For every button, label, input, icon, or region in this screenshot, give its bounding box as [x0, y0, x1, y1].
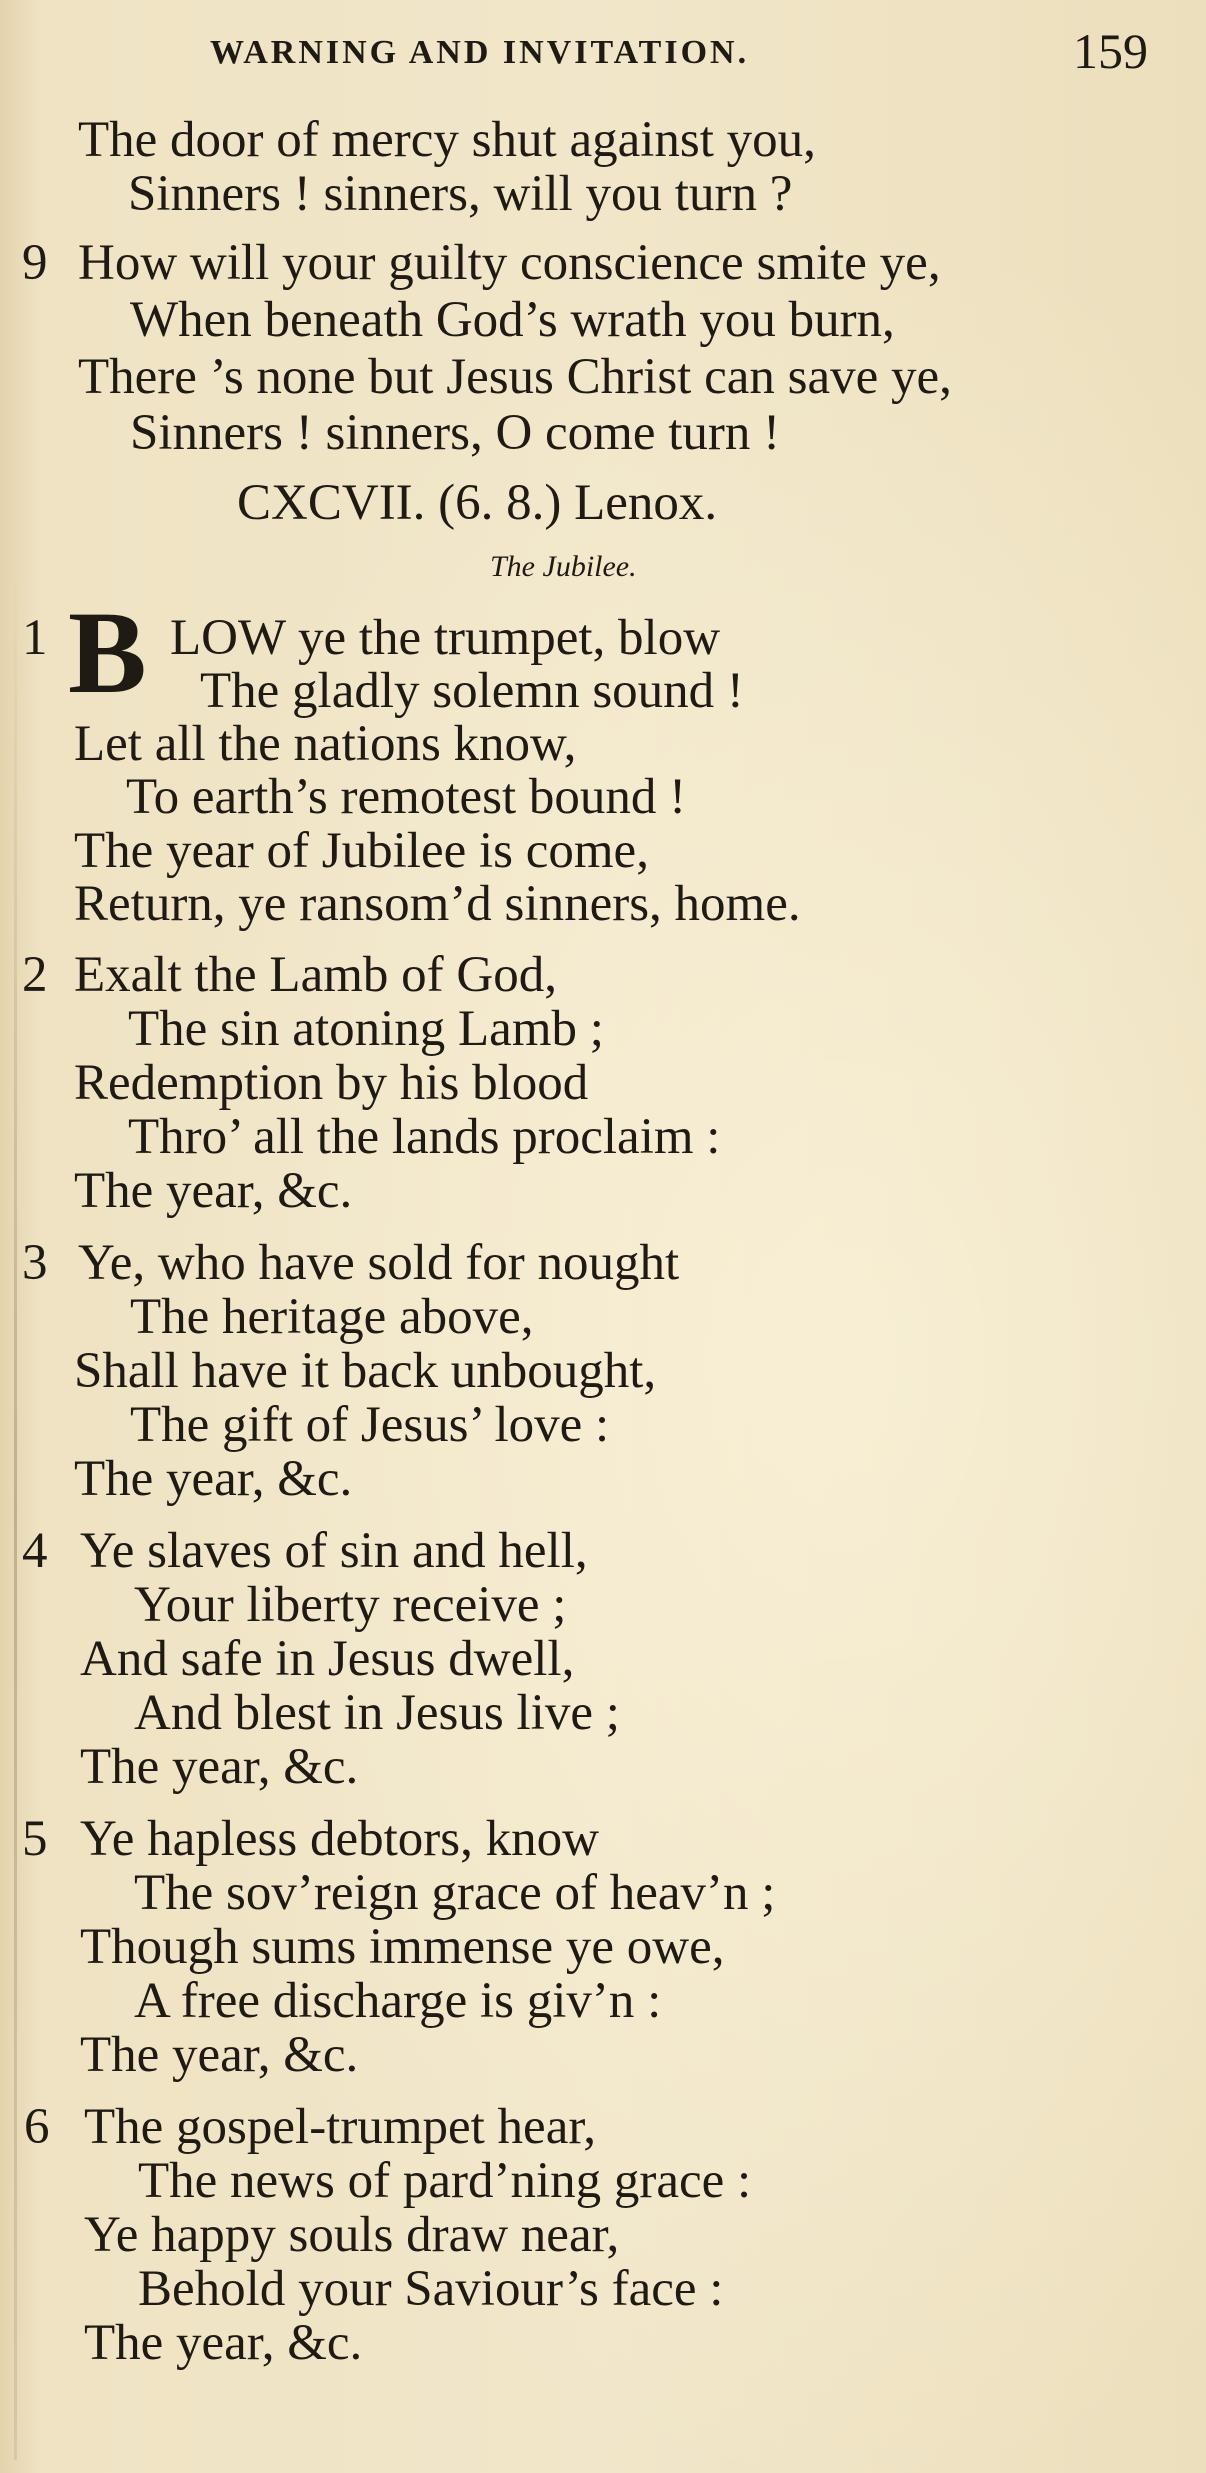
continuation-line: Sinners ! sinners, will you turn ? [128, 166, 793, 222]
verse-line: LOW ye the trumpet, blow [170, 610, 721, 666]
verse-line: Behold your Saviour’s face : [138, 2261, 724, 2317]
verse-line: The year, &c. [80, 2027, 359, 2083]
verse-line: The year, &c. [74, 1163, 353, 1219]
verse-line: The gospel-trumpet hear, [84, 2099, 597, 2155]
verse-line: Shall have it back unbought, [74, 1343, 657, 1399]
binding-gutter [14, 560, 17, 2460]
stanza-number: 2 [22, 947, 48, 1003]
verse-line: The sin atoning Lamb ; [128, 1001, 604, 1057]
verse-line: And safe in Jesus dwell, [80, 1631, 575, 1687]
verse-line: The year, &c. [74, 1451, 353, 1507]
verse-line: Sinners ! sinners, O come turn ! [130, 405, 781, 461]
verse-line: Thro’ all the lands proclaim : [128, 1109, 721, 1165]
verse-line: Exalt the Lamb of God, [74, 947, 557, 1003]
verse-line: How will your guilty conscience smite ye, [78, 235, 941, 291]
verse-line: Ye, who have sold for nought [78, 1235, 680, 1291]
verse-line: The year, &c. [80, 1739, 359, 1795]
stanza-number: 1 [22, 610, 48, 666]
verse-line: Return, ye ransom’d sinners, home. [74, 876, 801, 932]
verse-line: There ’s none but Jesus Christ can save ye, [78, 349, 952, 405]
verse-line: Though sums immense ye owe, [80, 1919, 725, 1975]
page-number: 159 [1073, 23, 1148, 79]
stanza-number: 5 [22, 1811, 48, 1867]
verse-line: Let all the nations know, [74, 716, 577, 772]
continuation-line: The door of mercy shut against you, [78, 112, 816, 168]
verse-line: To earth’s remotest bound ! [126, 769, 687, 825]
verse-line: When beneath God’s wrath you burn, [130, 292, 895, 348]
drop-cap: B [68, 587, 147, 718]
stanza-number: 9 [22, 235, 48, 291]
verse-line: The gladly solemn sound ! [200, 663, 744, 719]
hymn-title: CXCVII. (6. 8.) Lenox. [237, 475, 718, 531]
stanza-number: 4 [22, 1523, 48, 1579]
stanza-number: 6 [24, 2099, 50, 2155]
verse-line: Your liberty receive ; [134, 1577, 567, 1633]
verse-line: The heritage above, [130, 1289, 534, 1345]
stanza-number: 3 [22, 1235, 48, 1291]
verse-line: Ye hapless debtors, know [80, 1811, 599, 1867]
verse-line: Ye happy souls draw near, [84, 2207, 620, 2263]
running-head: WARNING AND INVITATION. [210, 34, 750, 71]
page-header [0, 18, 1206, 78]
verse-line: The news of pard’ning grace : [138, 2153, 752, 2209]
verse-line: A free discharge is giv’n : [134, 1973, 662, 2029]
hymn-subtitle: The Jubilee. [490, 550, 637, 583]
verse-line: Ye slaves of sin and hell, [80, 1523, 588, 1579]
verse-line: The sov’reign grace of heav’n ; [134, 1865, 776, 1921]
verse-line: The year of Jubilee is come, [74, 823, 649, 879]
verse-line: The gift of Jesus’ love : [130, 1397, 610, 1453]
verse-line: Redemption by his blood [74, 1055, 589, 1111]
verse-line: The year, &c. [84, 2315, 363, 2371]
verse-line: And blest in Jesus live ; [134, 1685, 620, 1741]
